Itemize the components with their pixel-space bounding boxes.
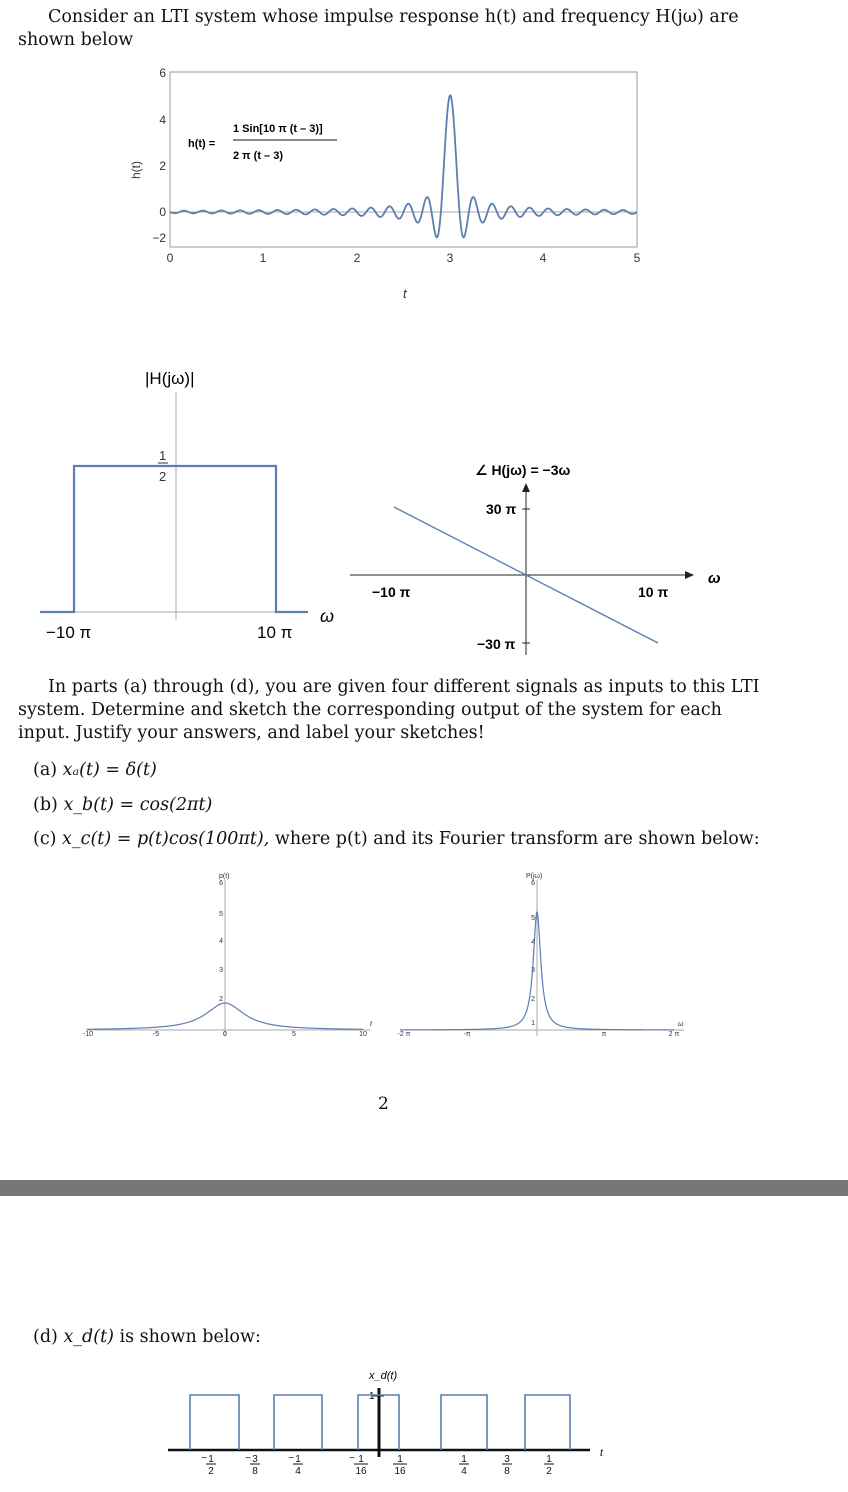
part-b: (b) x_b(t) = cos(2πt) bbox=[33, 795, 213, 815]
P-ytick-3: 3 bbox=[531, 967, 535, 974]
formula-den: 2 π (t – 3) bbox=[233, 150, 283, 162]
P-xtick-2pi: 2 π bbox=[668, 1031, 680, 1038]
svg-text:8: 8 bbox=[504, 1466, 510, 1477]
xtick-3: 3 bbox=[446, 251, 454, 265]
P-xtick-negpi: -π bbox=[463, 1031, 471, 1038]
xd-tick-neg-1-4 bbox=[288, 1453, 303, 1477]
p-freq-plot bbox=[392, 868, 702, 1043]
intro-text: Consider an LTI system whose impulse response h(t) and frequency H(jω) are shown below bbox=[18, 7, 739, 50]
phase-axis-label: ω bbox=[708, 570, 721, 587]
xd-tick-neg-3-8 bbox=[245, 1453, 260, 1477]
formula-num: 1 Sin[10 π (t – 3)] bbox=[233, 123, 323, 135]
xd-xlabel: t bbox=[600, 1448, 603, 1459]
svg-text:16: 16 bbox=[394, 1466, 406, 1477]
xd-tick-neg-1-16 bbox=[349, 1453, 368, 1477]
p-xlabel: t bbox=[370, 1021, 372, 1028]
page-separator bbox=[0, 1180, 848, 1196]
phase-vertical-arrow bbox=[522, 483, 530, 492]
part-a: (a) xₐ(t) = δ(t) bbox=[33, 760, 157, 780]
svg-text:4: 4 bbox=[461, 1466, 467, 1477]
svg-text:16: 16 bbox=[355, 1466, 367, 1477]
part-d: (d) x_d(t) is shown below: bbox=[33, 1327, 261, 1347]
ytick-0: 0 bbox=[159, 205, 166, 219]
formula-lhs: h(t) = bbox=[188, 138, 216, 150]
mag-left-label: −10 π bbox=[46, 623, 92, 642]
p-xtick-5: 5 bbox=[292, 1031, 296, 1038]
xd-plot bbox=[160, 1360, 620, 1490]
p-ytick-2: 2 bbox=[219, 996, 223, 1003]
svg-text:3: 3 bbox=[252, 1454, 258, 1465]
p-ytick-5: 5 bbox=[219, 911, 223, 918]
level-num: 1 bbox=[159, 448, 167, 463]
svg-text:−: − bbox=[245, 1453, 251, 1464]
p-yticks bbox=[219, 880, 223, 1003]
svg-text:4: 4 bbox=[295, 1466, 301, 1477]
magnitude-title: |H(jω)| bbox=[145, 369, 195, 388]
xtick-5: 5 bbox=[633, 251, 641, 265]
P-xtick-neg2pi: -2 π bbox=[397, 1031, 411, 1038]
svg-text:−: − bbox=[349, 1453, 355, 1464]
P-xlabel: ω bbox=[678, 1021, 684, 1028]
p-ylabel: p(t) bbox=[219, 873, 230, 880]
xd-tick-3-8 bbox=[502, 1454, 512, 1477]
part-c: (c) x_c(t) = p(t)cos(100πt), where p(t) and its Fourier transform are shown below: bbox=[33, 829, 760, 849]
xd-ylabel: x_d(t) bbox=[369, 1370, 398, 1382]
x-axis-label: t bbox=[403, 286, 407, 301]
phase-right-label: 10 π bbox=[638, 584, 669, 600]
xtick-1: 1 bbox=[259, 251, 267, 265]
xtick-2: 2 bbox=[353, 251, 361, 265]
phase-title: ∠ H(jω) = −3ω bbox=[475, 462, 571, 478]
xd-tick-1-4 bbox=[459, 1454, 469, 1477]
magnitude-plot bbox=[30, 360, 360, 650]
P-xticks bbox=[398, 1031, 680, 1038]
level-den: 2 bbox=[159, 469, 167, 484]
impulse-response-plot bbox=[120, 60, 660, 310]
phase-horizontal-arrow bbox=[685, 571, 694, 579]
svg-text:1: 1 bbox=[208, 1454, 214, 1465]
xd-tick-neg-1-2 bbox=[201, 1453, 216, 1477]
svg-text:1: 1 bbox=[546, 1454, 552, 1465]
parts-intro: In parts (a) through (d), you are given four different signals as inputs to this LTI system. Determine and sketch the corresponding output of the system for each input. Justify your answers, and label your sketches! bbox=[18, 677, 760, 743]
svg-text:8: 8 bbox=[252, 1466, 258, 1477]
P-ylabel: P(jω) bbox=[526, 873, 543, 880]
svg-text:1: 1 bbox=[461, 1454, 467, 1465]
p-time-plot bbox=[78, 868, 388, 1043]
p-xtick-10: 10 bbox=[359, 1031, 367, 1038]
p-ytick-4: 4 bbox=[219, 938, 223, 945]
svg-text:1: 1 bbox=[397, 1454, 403, 1465]
phase-plot bbox=[350, 455, 740, 665]
xtick-4: 4 bbox=[539, 251, 547, 265]
p-xtick-neg5: -5 bbox=[152, 1031, 160, 1038]
P-ytick-6: 6 bbox=[531, 880, 535, 887]
p-ytick-3: 3 bbox=[219, 967, 223, 974]
svg-text:1: 1 bbox=[358, 1454, 364, 1465]
phase-bottom-label: −30 π bbox=[477, 636, 516, 652]
p-xtick-0: 0 bbox=[223, 1031, 227, 1038]
x-ticks bbox=[167, 251, 641, 265]
mag-right-label: 10 π bbox=[257, 623, 293, 642]
P-ytick-2: 2 bbox=[531, 996, 535, 1003]
P-ytick-4: 4 bbox=[531, 939, 535, 946]
xd-level: 1 bbox=[369, 1391, 375, 1402]
ytick-neg2: −2 bbox=[152, 231, 166, 245]
impulse-response-curve bbox=[170, 95, 637, 237]
p-ytick-6: 6 bbox=[219, 880, 223, 887]
ytick-6: 6 bbox=[159, 66, 166, 80]
p-xticks bbox=[83, 1031, 367, 1038]
xd-tick-1-16 bbox=[393, 1454, 407, 1477]
svg-text:2: 2 bbox=[546, 1466, 552, 1477]
svg-text:2: 2 bbox=[208, 1466, 214, 1477]
P-ytick-5: 5 bbox=[531, 915, 535, 922]
y-axis-label: h(t) bbox=[129, 161, 143, 179]
y-ticks bbox=[152, 66, 166, 245]
svg-text:−: − bbox=[288, 1453, 294, 1464]
svg-text:3: 3 bbox=[504, 1454, 510, 1465]
phase-top-label: 30 π bbox=[486, 501, 517, 517]
ytick-2: 2 bbox=[159, 159, 166, 173]
P-ytick-1: 1 bbox=[531, 1020, 535, 1027]
xd-tick-1-2 bbox=[544, 1454, 554, 1477]
page-number: 2 bbox=[378, 1094, 389, 1114]
xtick-0: 0 bbox=[166, 251, 174, 265]
mag-axis-label: ω bbox=[320, 606, 335, 626]
p-xtick-neg10: -10 bbox=[82, 1031, 94, 1038]
phase-left-label: −10 π bbox=[372, 584, 411, 600]
magnitude-curve bbox=[40, 466, 308, 612]
ytick-4: 4 bbox=[159, 113, 166, 127]
svg-text:1: 1 bbox=[295, 1454, 301, 1465]
P-xtick-pi: π bbox=[601, 1031, 607, 1038]
svg-text:−: − bbox=[201, 1453, 207, 1464]
